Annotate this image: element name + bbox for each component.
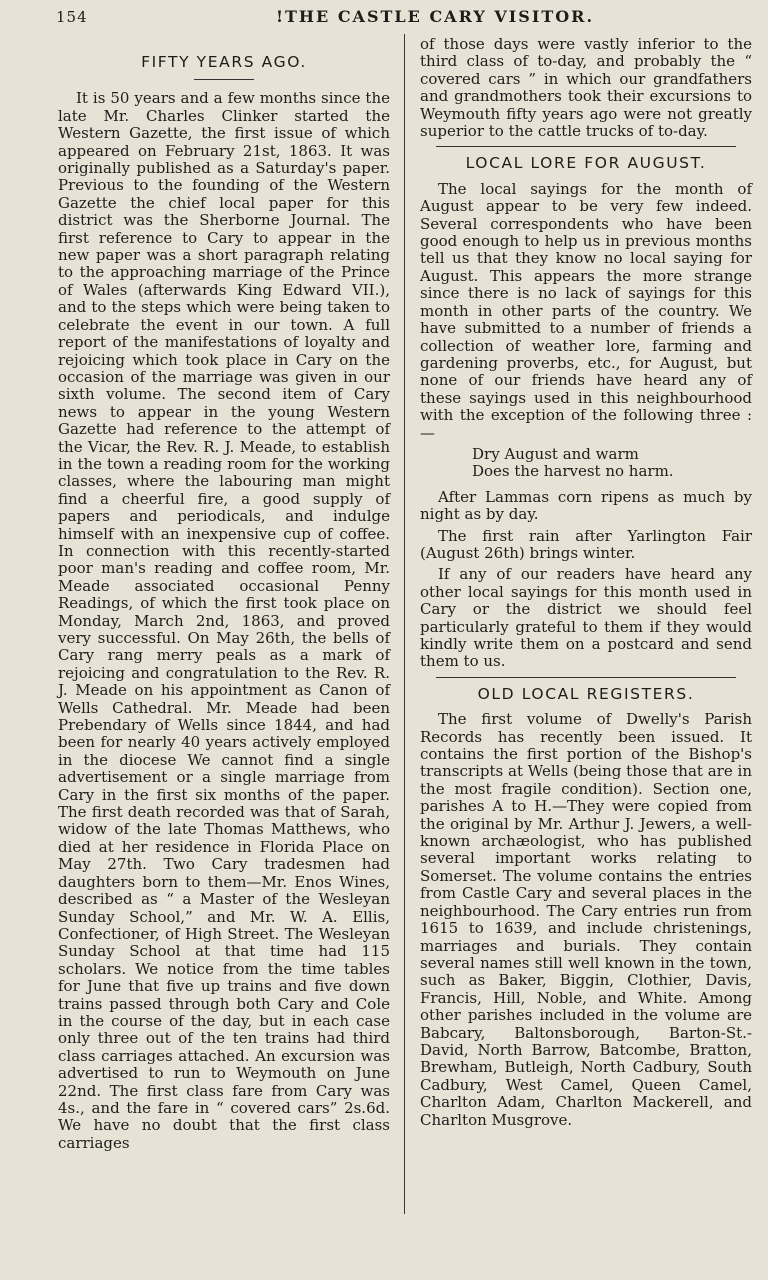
section-rule <box>436 677 736 678</box>
registers-paragraph: The first volume of Dwelly's Parish Records has recently been issued. It contains the first portion of the Bishop's transcripts at Wells (being those that are in the most fragile condition). Section one, parishes A to H.—They were copied from the original by Mr. Arthur J. Jewers, a well-known archæologist, who has published several important works relating to Somerset. The volume contains the entries from Castle Cary and several places in the neighbourhood. The Cary entries run from 1615 to 1639, and include christenings, marriages and burials. They contain several names still well known in the town, such as Baker, Biggin, Clothier, Davis, Francis, Hill, Noble, and White. Among other parishes included in the volume are Babcary, Baltonsborough, Barton-St.-David, North Barrow, Batcombe, Bratton, Brewham, Butleigh, North Cadbury, South Cadbury, West Camel, Queen Camel, Charlton Adam, Charlton Mackerell, and Charlton Musgrove. <box>420 710 752 1129</box>
registers-title: OLD LOCAL REGISTERS. <box>477 684 695 703</box>
local-lore-paragraph: If any of our readers have heard any other local sayings for this month used in Cary or the district we should feel particularly grateful to them if they would kindly write them on a postcard and send them to us. <box>420 565 752 671</box>
left-column <box>58 36 390 1156</box>
page-number: 154 <box>56 8 88 26</box>
fifty-years-paragraph: It is 50 years and a few months since the late Mr. Charles Clinker started the Western Gazette, the first issue of which appeared on February 21st, 1863. It was originally published as a Saturday's paper. Previous to the founding of the Western Gazette the chief local paper for this district was the Sherborne Journal. The first reference to Cary to appear in the new paper was a short paragraph relating to the approaching marriage of the Prince of Wales (afterwards King Edward VII.), and to the steps which were being taken to celebrate the event in our town. A full report of the manifestations of loyalty and rejoicing which took place in Cary on the occasion of the marriage was given in our sixth volume. The second item of Cary news to appear in the young Western Gazette had reference to the attempt of the Vicar, the Rev. R. J. Meade, to establish in the town a reading room for the working classes, where the labouring man might find a cheerful fire, a good supply of papers and periodicals, and indulge himself with an inexpensive cup of coffee. In connection with this recently-started poor man's reading and coffee room, Mr. Meade associated occasional Penny Readings, of which the first took place on Monday, March 2nd, 1863, and proved very successful. On May 26th, the bells of Cary rang merry peals as a mark of rejoicing and congratulation to the Rev. R. J. Meade on his appointment as Canon of Wells Cathedral. Mr. Meade had been Prebendary of Wells since 1844, and had been for nearly 40 years actively employed in the diocese We cannot find a single advertisement or a single marriage from Cary in the first six months of the paper. The first death recorded was that of Sarah, widow of the late Thomas Matthews, who died at her residence in Florida Place on May 27th. Two Cary tradesmen had daughters born to them—Mr. Enos Wines, described as “ a Master of the Wesleyan Sunday School,” and Mr. W. A. Ellis, Confectioner, of High Street. The Wesleyan Sunday School at that time had 115 scholars. We notice from the time tables for June that five up trains and five down trains passed through both Cary and Cole in the course of the day, but in each case only three out of the ten trains had third class carriages attached. An excursion was advertised to run to Weymouth on June 22nd. The first class fare from Cary was 4s., and the fare in “ covered cars” 2s.6d. We have no doubt that the first class carriages <box>58 89 390 1152</box>
fifty-years-continuation: of those days were vastly inferior to the third class of to-day, and probably the “ covered cars ” in which our grandfathers and grandmothers took their excursions to Weymouth fifty years ago were not greatly superior to the cattle trucks of to-day. <box>420 35 752 141</box>
title-rule <box>194 79 254 80</box>
fifty-years-title: FIFTY YEARS AGO. <box>141 53 307 71</box>
running-head <box>56 6 756 32</box>
journal-title: !THE CASTLE CARY VISITOR. <box>276 7 595 26</box>
verse-line: Dry August and warm <box>472 444 639 463</box>
verse <box>420 446 752 481</box>
local-lore-paragraph: After Lammas corn ripens as much by night as by day. <box>420 487 752 524</box>
column-divider <box>404 34 405 1214</box>
section-rule <box>436 146 736 147</box>
verse-line: Does the harvest no harm. <box>472 462 674 481</box>
local-lore-paragraph: The first rain after Yarlington Fair (August 26th) brings winter. <box>420 526 752 562</box>
right-column <box>420 36 752 1133</box>
local-lore-title: LOCAL LORE FOR AUGUST. <box>465 154 707 173</box>
local-lore-paragraph: The local sayings for the month of August appear to be very few indeed. Several correspondents who have been good enough to help us in previous months tell us that they know no local saying for August. This appears the more strange since there is no lack of sayings for this month in other parts of the country. We have submitted to a number of friends a collection of weather lore, farming and gardening proverbs, etc., for August, but none of our friends have heard any of these sayings used in this neighbourhood with the exception of the following three :— <box>420 179 752 442</box>
